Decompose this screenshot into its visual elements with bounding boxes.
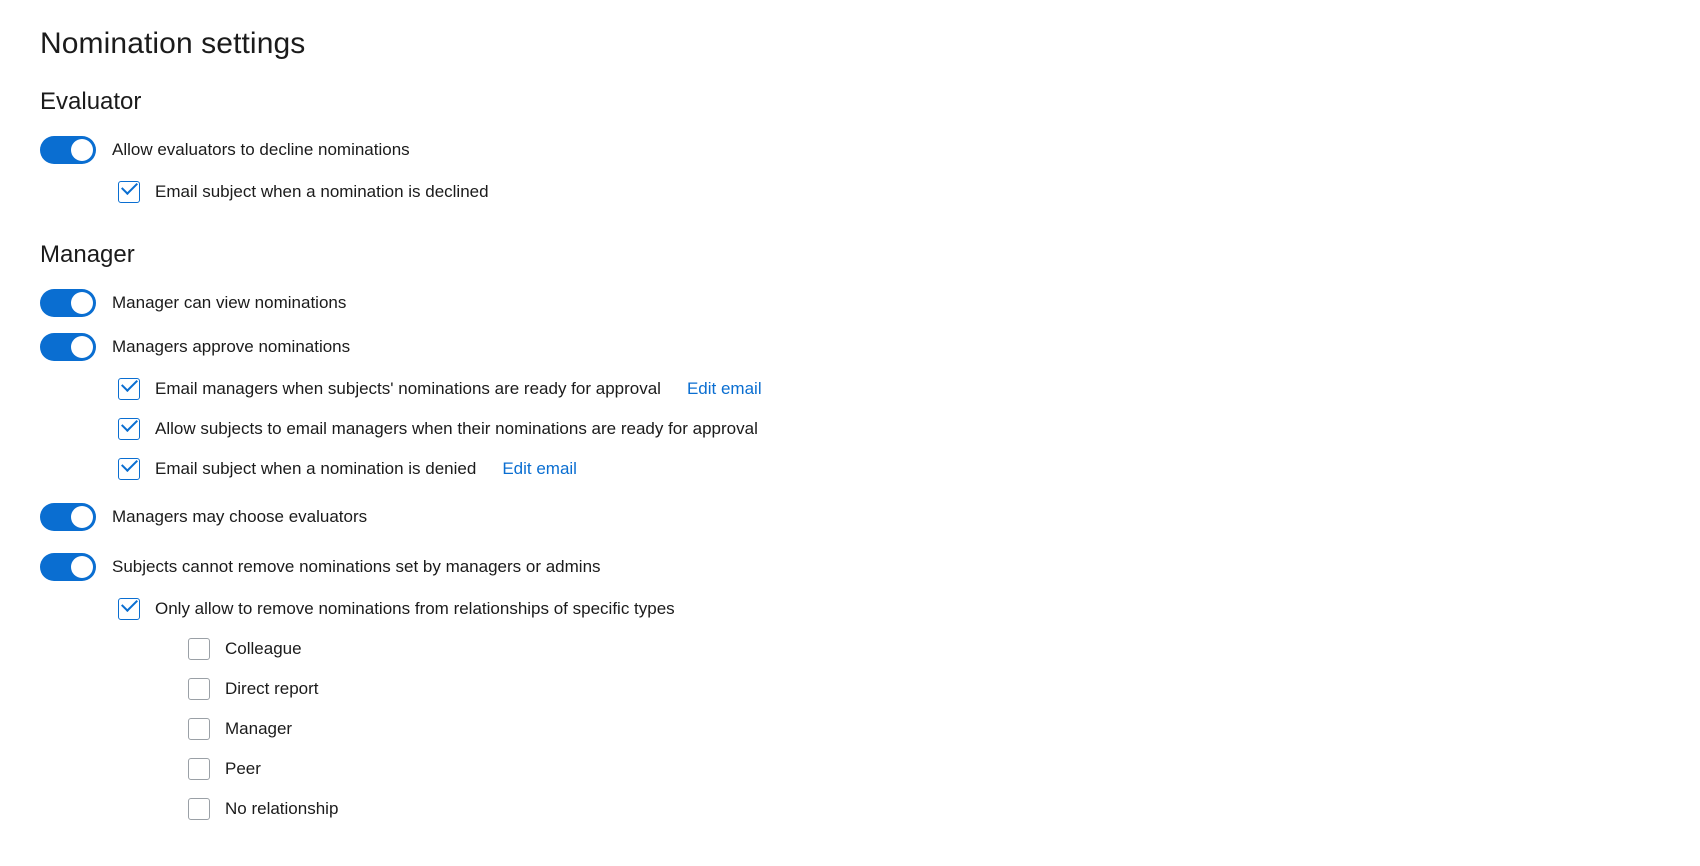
row-only-allow-remove-specific-types (118, 596, 1700, 622)
check-tick-icon (121, 415, 138, 432)
check-tick-icon (121, 455, 138, 472)
checkbox-unchecked-icon-colleague[interactable] (188, 638, 210, 660)
edit-email-link-subject-denied[interactable]: Edit email (502, 458, 577, 478)
toggle-label-allow-evaluators-decline: Allow evaluators to decline nominations (112, 139, 410, 159)
toggle-on-icon-allow-evaluators-decline[interactable] (40, 136, 96, 164)
row-relationship-no-relationship (188, 796, 1700, 822)
row-allow-subjects-email-managers (118, 416, 1700, 442)
checkbox-checked-icon-allow-subjects-email-managers[interactable] (118, 418, 140, 440)
check-tick-icon (121, 375, 138, 392)
section-evaluator (40, 88, 1700, 205)
page-title: Nomination settings (40, 27, 306, 60)
checkbox-checked-icon-email-managers-ready-for-approval[interactable] (118, 378, 140, 400)
check-label-no-relationship: No relationship (225, 798, 339, 818)
check-label-colleague: Colleague (225, 638, 302, 658)
checkbox-checked-icon-email-subject-denied[interactable] (118, 458, 140, 480)
toggle-label-subjects-cannot-remove-nominations: Subjects cannot remove nominations set by managers or admins (112, 556, 601, 576)
section-heading-manager: Manager (40, 240, 135, 268)
row-managers-may-choose-evaluators (40, 502, 1700, 532)
row-manager-can-view-nominations (40, 288, 1700, 318)
check-tick-icon (121, 178, 138, 195)
checkbox-checked-icon-only-allow-remove-specific-types[interactable] (118, 598, 140, 620)
row-relationship-colleague (188, 636, 1700, 662)
checkbox-checked-icon-email-subject-declined[interactable] (118, 181, 140, 203)
toggle-knob (71, 506, 93, 528)
toggle-knob (71, 556, 93, 578)
toggle-on-icon-manager-can-view-nominations[interactable] (40, 289, 96, 317)
check-tick-icon (121, 595, 138, 612)
checkbox-unchecked-icon-peer[interactable] (188, 758, 210, 780)
row-subjects-cannot-remove-nominations (40, 552, 1700, 582)
check-label-peer: Peer (225, 758, 261, 778)
toggle-label-manager-can-view-nominations: Manager can view nominations (112, 292, 347, 312)
checkbox-unchecked-icon-manager[interactable] (188, 718, 210, 740)
check-label-direct-report: Direct report (225, 678, 319, 698)
edit-email-link-managers-ready-for-approval[interactable]: Edit email (686, 378, 762, 398)
toggle-on-icon-managers-approve-nominations[interactable] (40, 333, 96, 361)
check-label-email-subject-denied: Email subject when a nomination is denied (155, 458, 477, 478)
check-label-only-allow-remove-specific-types: Only allow to remove nominations from relationships of specific types (155, 598, 675, 618)
row-email-subject-declined (118, 179, 1700, 205)
row-email-subject-denied (118, 456, 1700, 482)
row-email-managers-ready-for-approval (118, 376, 1700, 402)
check-label-email-managers-ready-for-approval: Email managers when subjects' nominations are ready for approval (155, 378, 661, 398)
check-label-allow-subjects-email-managers: Allow subjects to email managers when their nominations are ready for approval (155, 418, 758, 438)
row-managers-approve-nominations (40, 332, 1700, 362)
check-label-email-subject-declined: Email subject when a nomination is declined (155, 181, 489, 201)
checkbox-unchecked-icon-no-relationship[interactable] (188, 798, 210, 820)
section-manager (40, 241, 1700, 822)
toggle-knob (71, 292, 93, 314)
section-heading-evaluator: Evaluator (40, 88, 142, 115)
toggle-on-icon-subjects-cannot-remove-nominations[interactable] (40, 553, 96, 581)
toggle-on-icon-managers-may-choose-evaluators[interactable] (40, 503, 96, 531)
row-relationship-manager (188, 716, 1700, 742)
toggle-knob (71, 336, 93, 358)
check-label-manager: Manager (225, 718, 293, 738)
row-relationship-direct-report (188, 676, 1700, 702)
row-relationship-peer (188, 756, 1700, 782)
toggle-label-managers-may-choose-evaluators: Managers may choose evaluators (112, 506, 368, 526)
toggle-knob (71, 139, 93, 161)
row-allow-evaluators-decline (40, 135, 1700, 165)
checkbox-unchecked-icon-direct-report[interactable] (188, 678, 210, 700)
toggle-label-managers-approve-nominations: Managers approve nominations (112, 336, 351, 356)
